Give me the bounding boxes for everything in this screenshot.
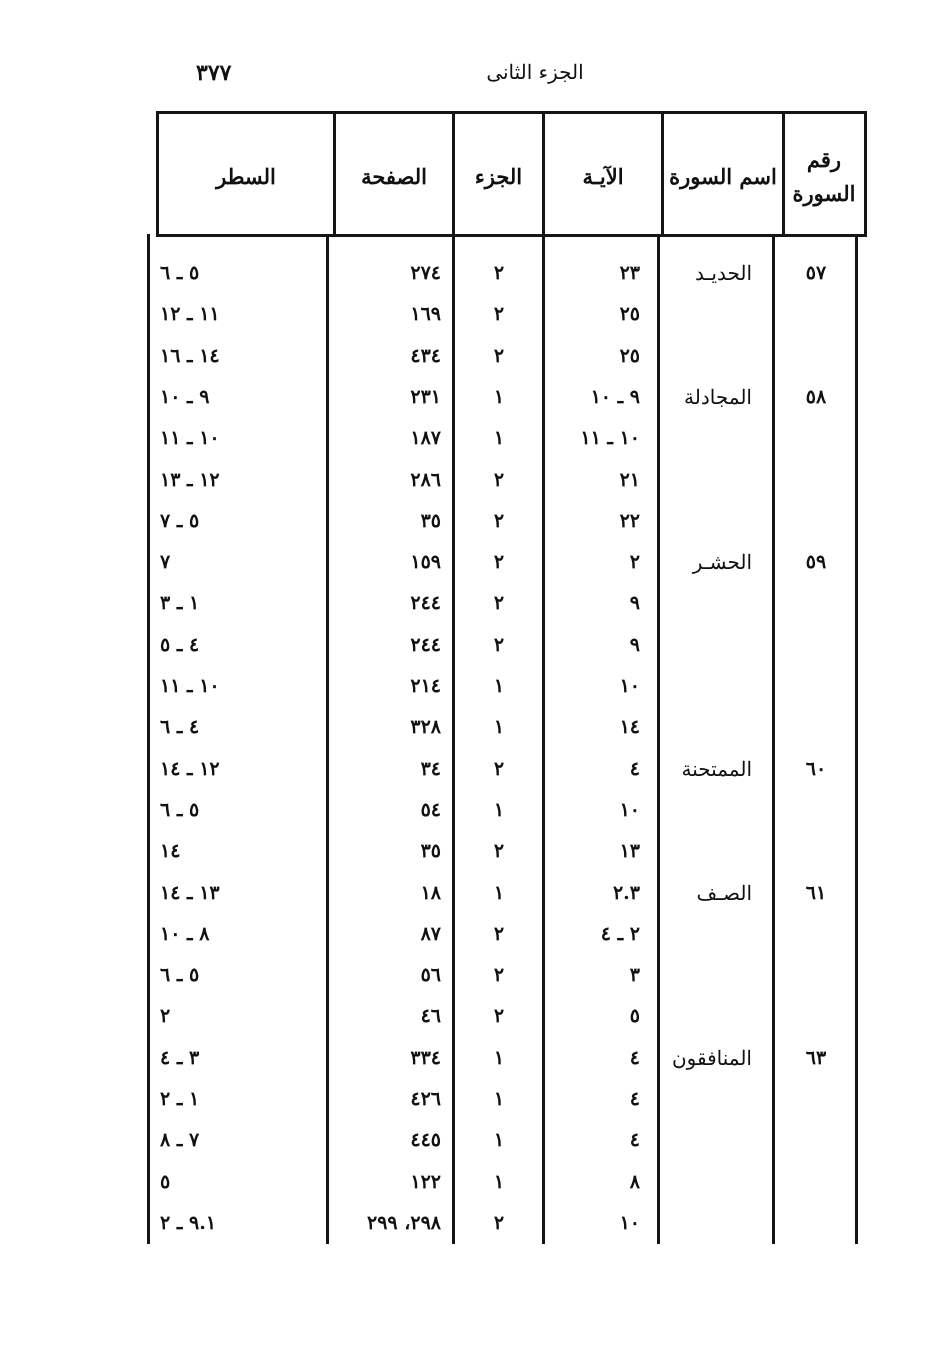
verse-cell: ١٠: [619, 1211, 640, 1234]
surah-name-cell: [666, 1001, 752, 1031]
lines-cell: ١٢ ـ ١٤: [160, 757, 220, 780]
surah-number-cell: [790, 960, 842, 990]
part-cell: ١: [493, 1170, 505, 1193]
surah-name-cell: [666, 1125, 752, 1155]
lines-cell: ١٤: [160, 840, 181, 863]
part-cell: ٢: [493, 262, 505, 284]
surah-name-cell: [666, 836, 752, 866]
col-divider-lines: [147, 234, 150, 1244]
surah-name-cell: [666, 671, 752, 701]
col-divider-page: [333, 111, 336, 237]
lines-cell: ١٢ ـ ١٣: [160, 468, 220, 491]
verse-cell: ٤: [629, 1129, 640, 1152]
page-cell: ٢٩٨، ٢٩٩: [367, 1211, 441, 1234]
page-cell: ١٢٢: [410, 1170, 441, 1193]
page-cell: ٤٤٥: [410, 1129, 441, 1152]
surah-number-cell: [790, 1167, 842, 1197]
surah-name-cell: [666, 960, 752, 990]
lines-cell: ٣ ـ ٤: [160, 1046, 200, 1069]
lines-cell: ٧: [160, 551, 171, 574]
part-cell: ٢: [493, 303, 505, 326]
surah-number-cell: [790, 1001, 842, 1031]
table-left-border: [156, 111, 159, 237]
surah-name-cell: [666, 341, 752, 371]
verse-cell: ١٠: [619, 675, 640, 697]
part-cell: ٢: [493, 757, 505, 780]
page-cell: ٢٧٤: [410, 262, 441, 284]
verse-cell: ١٣: [619, 840, 640, 863]
page-cell: ٢٨٦: [410, 468, 441, 491]
page-cell: ٣٤: [420, 757, 441, 780]
page-cell: ٥٤: [420, 798, 441, 821]
header-surah-number: رقم السورة: [792, 147, 856, 206]
verse-cell: ٢: [629, 551, 640, 574]
part-cell: ٢: [493, 344, 505, 367]
lines-cell: ١٣ ـ ١٤: [160, 881, 220, 904]
surah-number-cell: [790, 506, 842, 536]
lines-cell: ٥: [160, 1170, 171, 1193]
verse-cell: ٢ ـ ٤: [600, 922, 640, 945]
verse-cell: ٢٢: [619, 509, 640, 532]
lines-cell: ٥ ـ ٦: [160, 964, 200, 987]
col-divider-number-body: [772, 234, 775, 1244]
verse-cell: ١٤: [619, 716, 640, 739]
verse-cell: ١٠ ـ ١١: [580, 427, 640, 450]
surah-name-cell: [666, 1084, 752, 1114]
part-cell: ١: [493, 1046, 505, 1069]
surah-name-cell: [666, 630, 752, 660]
surah-name-cell: الممتحنة: [681, 756, 752, 781]
surah-number-cell: [790, 1208, 842, 1238]
surah-name-cell: المجادلة: [684, 384, 752, 409]
surah-number-cell: [790, 919, 842, 949]
page-cell: ٢٤٤: [410, 633, 441, 656]
col-divider-page-body: [326, 234, 329, 1244]
surah-name-cell: [666, 919, 752, 949]
lines-cell: ٥ ـ ٧: [160, 509, 200, 532]
lines-cell: ٥ ـ ٦: [160, 798, 200, 821]
page-cell: ٣٥: [420, 840, 441, 863]
surah-name-cell: [666, 423, 752, 453]
surah-name-cell: [666, 795, 752, 825]
surah-number-cell: ٦٠: [805, 757, 827, 780]
part-cell: ٢: [493, 1005, 505, 1028]
lines-cell: ١٠ ـ ١١: [160, 427, 220, 450]
part-cell: ١: [493, 385, 505, 408]
surah-number-cell: [790, 795, 842, 825]
header-lines: السطر: [216, 164, 276, 190]
surah-number-cell: [790, 341, 842, 371]
surah-number-cell: ٥٩: [805, 551, 827, 574]
part-cell: ٢: [493, 468, 505, 491]
lines-cell: ١ ـ ٣: [160, 592, 200, 615]
col-divider-surah-body: [657, 234, 660, 1244]
header-page: الصفحة: [361, 164, 427, 190]
table-right-border-body: [855, 234, 858, 1244]
page-cell: ٢٣١: [410, 385, 441, 408]
part-cell: ١: [493, 716, 505, 739]
page-cell: ٨٧: [420, 922, 441, 945]
page-number: ٣٧٧: [196, 60, 232, 86]
page-cell: ٤٦: [420, 1005, 441, 1028]
part-cell: ٢: [493, 922, 505, 945]
verse-cell: ٤: [629, 1046, 640, 1069]
col-divider-part: [452, 111, 455, 1244]
page-cell: ٣٢٨: [410, 716, 441, 739]
page-cell: ٣٥: [420, 509, 441, 532]
surah-name-cell: [666, 588, 752, 618]
part-cell: ٢: [493, 509, 505, 532]
surah-name-cell: [666, 299, 752, 329]
lines-cell: ٥ ـ ٦: [160, 262, 200, 284]
verse-cell: ٢١: [619, 468, 640, 491]
table-top-border: [156, 111, 867, 114]
lines-cell: ٧ ـ ٨: [160, 1129, 200, 1152]
verse-cell: ٩: [629, 633, 640, 656]
surah-number-cell: [790, 299, 842, 329]
surah-number-cell: [790, 465, 842, 495]
verse-cell: ٨: [629, 1170, 640, 1193]
page-cell: ١٦٩: [410, 303, 441, 326]
surah-number-cell: [790, 836, 842, 866]
page-cell: ٤٣٤: [410, 344, 441, 367]
verse-cell: ٩: [629, 592, 640, 615]
part-cell: ١: [493, 881, 505, 904]
surah-name-cell: [666, 712, 752, 742]
page-cell: ٤٢٦: [410, 1088, 441, 1110]
lines-cell: ٩.١ ـ ٢: [160, 1211, 217, 1234]
surah-name-cell: الحديـد: [695, 261, 752, 285]
col-divider-number: [782, 111, 785, 237]
col-divider-verse: [542, 111, 545, 1244]
surah-name-cell: [666, 465, 752, 495]
lines-cell: ٩ ـ ١٠: [160, 385, 210, 408]
page-cell: ١٨٧: [410, 427, 441, 450]
surah-number-cell: [790, 588, 842, 618]
page-cell: ٢١٤: [410, 675, 441, 697]
part-cell: ٢: [493, 1211, 505, 1234]
part-title: الجزء الثانى: [486, 60, 584, 84]
col-divider-surah: [661, 111, 664, 237]
verse-cell: ٤: [629, 1088, 640, 1110]
lines-cell: ٤ ـ ٦: [160, 716, 200, 739]
part-cell: ٢: [493, 633, 505, 656]
surah-name-cell: [666, 1208, 752, 1238]
surah-number-cell: [790, 630, 842, 660]
surah-number-cell: ٥٧: [805, 262, 827, 284]
surah-number-cell: ٥٨: [805, 385, 827, 408]
surah-name-cell: المنافقون: [671, 1045, 752, 1070]
verse-cell: ١٠: [619, 798, 640, 821]
verse-cell: ٩ ـ ١٠: [590, 385, 640, 408]
header-part: الجزء: [474, 164, 523, 190]
lines-cell: ١ ـ ٢: [160, 1088, 200, 1110]
surah-number-cell: [790, 423, 842, 453]
table-right-border: [864, 111, 867, 237]
part-cell: ١: [493, 1088, 505, 1110]
page-header: [0, 58, 944, 92]
part-cell: ٢: [493, 840, 505, 863]
lines-cell: ٢: [160, 1005, 171, 1028]
part-cell: ٢: [493, 551, 505, 574]
lines-cell: ١١ ـ ١٢: [160, 303, 220, 326]
surah-name-cell: الصـف: [696, 880, 752, 905]
part-cell: ١: [493, 1129, 505, 1152]
surah-number-cell: [790, 1084, 842, 1114]
surah-name-cell: الحشـر: [692, 550, 752, 575]
verse-cell: ٤: [629, 757, 640, 780]
part-cell: ١: [493, 798, 505, 821]
header-surah-name: اسم السورة: [669, 164, 777, 190]
lines-cell: ١٤ ـ ١٦: [160, 344, 220, 367]
verse-cell: ٢٥: [619, 344, 640, 367]
part-cell: ٢: [493, 592, 505, 615]
verse-cell: ٢٥: [619, 303, 640, 326]
surah-name-cell: [666, 506, 752, 536]
lines-cell: ١٠ ـ ١١: [160, 675, 220, 697]
surah-name-cell: [666, 1167, 752, 1197]
surah-number-cell: ٦٣: [805, 1046, 827, 1069]
verse-cell: ٢.٣: [612, 881, 640, 904]
page-cell: ١٥٩: [410, 551, 441, 574]
surah-number-cell: ٦١: [805, 881, 827, 904]
page-cell: ١٨: [420, 881, 441, 904]
part-cell: ١: [493, 427, 505, 450]
part-cell: ٢: [493, 964, 505, 987]
verse-cell: ٢٣: [619, 262, 640, 284]
header-verse: الآيـة: [582, 164, 624, 190]
part-cell: ١: [493, 675, 505, 697]
surah-number-cell: [790, 712, 842, 742]
page-cell: ٥٦: [420, 964, 441, 987]
lines-cell: ٨ ـ ١٠: [160, 922, 210, 945]
page-cell: ٢٤٤: [410, 592, 441, 615]
page-cell: ٣٣٤: [410, 1046, 441, 1069]
surah-number-cell: [790, 1125, 842, 1155]
surah-number-cell: [790, 671, 842, 701]
verse-cell: ٣: [629, 964, 640, 987]
verse-cell: ٥: [629, 1005, 640, 1028]
lines-cell: ٤ ـ ٥: [160, 633, 200, 656]
